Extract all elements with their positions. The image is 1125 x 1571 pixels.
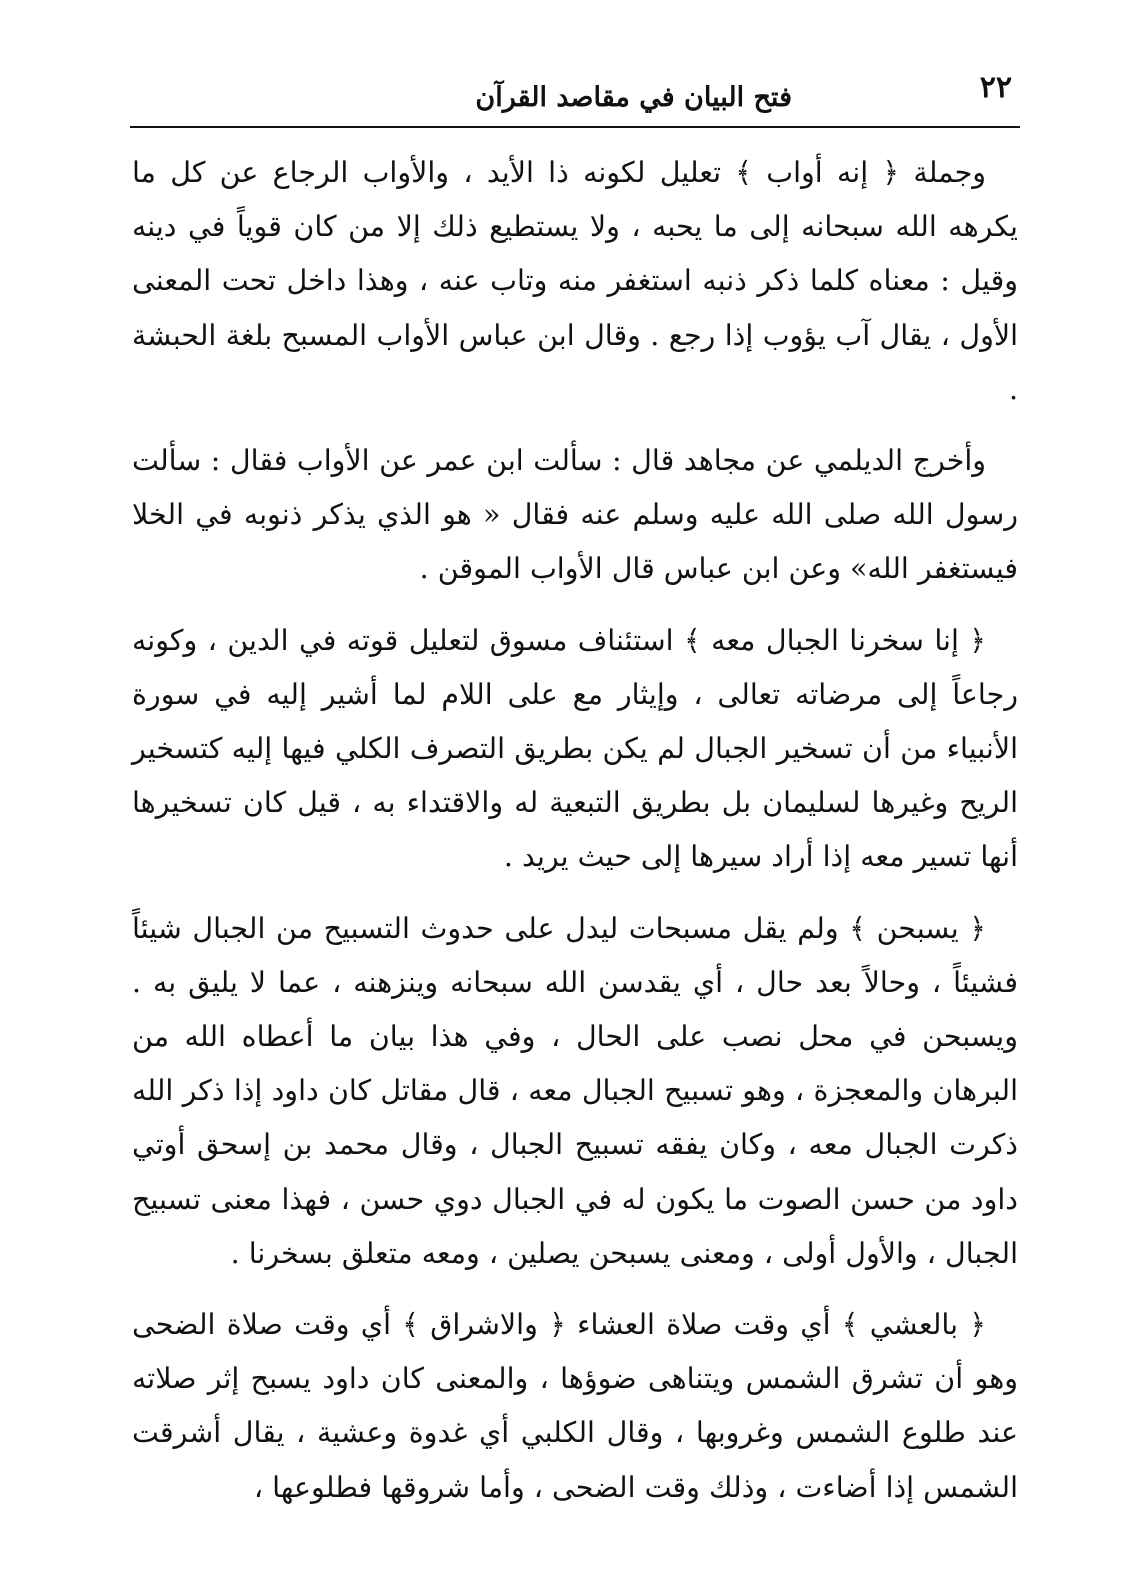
paragraph-1: وجملة ﴿ إنه أواب ﴾ تعليل لكونه ذا الأيد ، والأواب الرجاع عن كل ما يكرهه الله سبحانه إلى ما يحبه ، ولا يستطيع ذلك إلا من كان قوياً في دينه وقيل : معناه كلما ذكر ذنبه استغفر منه وتاب عنه ، وهذا داخل تحت المعنى الأول ، يقال آب يؤوب إذا رجع . وقال ابن عباس الأواب المسبح بلغة الحبشة . [132,156,1018,406]
paragraph-4: ﴿ يسبحن ﴾ ولم يقل مسبحات ليدل على حدوث التسبيح من الجبال شيئاً فشيئاً ، وحالاً بعد حال ، أي يقدسن الله سبحانه وينزهنه ، عما لا يليق به . ويسبحن في محل نصب على الحال ، وفي هذا بيان ما أعطاه الله من البرهان والمعجزة ، وهو تسبيح الجبال معه ، قال مقاتل كان داود إذا ذكر الله ذكرت الجبال معه ، وكان يفقه تسبيح الجبال ، وقال محمد بن إسحق أوتي داود من حسن الصوت ما يكون له في الجبال دوي حسن ، فهذا معنى تسبيح الجبال ، والأول أولى ، ومعنى يسبحن يصلين ، ومعه متعلق بسخرنا . [132,911,1018,1270]
header-divider [130,126,1020,128]
paragraph-2: وأخرج الديلمي عن مجاهد قال : سألت ابن عمر عن الأواب فقال : سألت رسول الله صلى الله عليه وسلم عنه فقال « هو الذي يذكر ذنوبه في الخلا فيستغفر الله» وعن ابن عباس قال الأواب الموقن . [132,444,1018,586]
page-header [130,68,1020,126]
running-title: فتح البيان في مقاصد القرآن [475,82,792,113]
paragraph-3: ﴿ إنا سخرنا الجبال معه ﴾ استئناف مسوق لتعليل قوته في الدين ، وكونه رجاعاً إلى مرضاته تعالى ، وإيثار مع على اللام لما أشير إليه في سورة الأنبياء من أن تسخير الجبال لم يكن بطريق التصرف الكلي فيها إليه كتسخير الريح وغيرها لسليمان بل بطريق التبعية له والاقتداء به ، قيل كان تسخيرها أنها تسير معه إذا أراد سيرها إلى حيث يريد . [132,623,1018,874]
body-text [132,146,1018,1515]
paragraph-5: ﴿ بالعشي ﴾ أي وقت صلاة العشاء ﴿ والاشراق ﴾ أي وقت صلاة الضحى وهو أن تشرق الشمس ويتناهى ضوؤها ، والمعنى كان داود يسبح إثر صلاته عند طلوع الشمس وغروبها ، وقال الكلبي أي غدوة وعشية ، يقال أشرقت الشمس إذا أضاءت ، وذلك وقت الضحى ، وأما شروقها فطلوعها ، [132,1308,1018,1504]
page-number: ٢٢ [979,70,1012,105]
